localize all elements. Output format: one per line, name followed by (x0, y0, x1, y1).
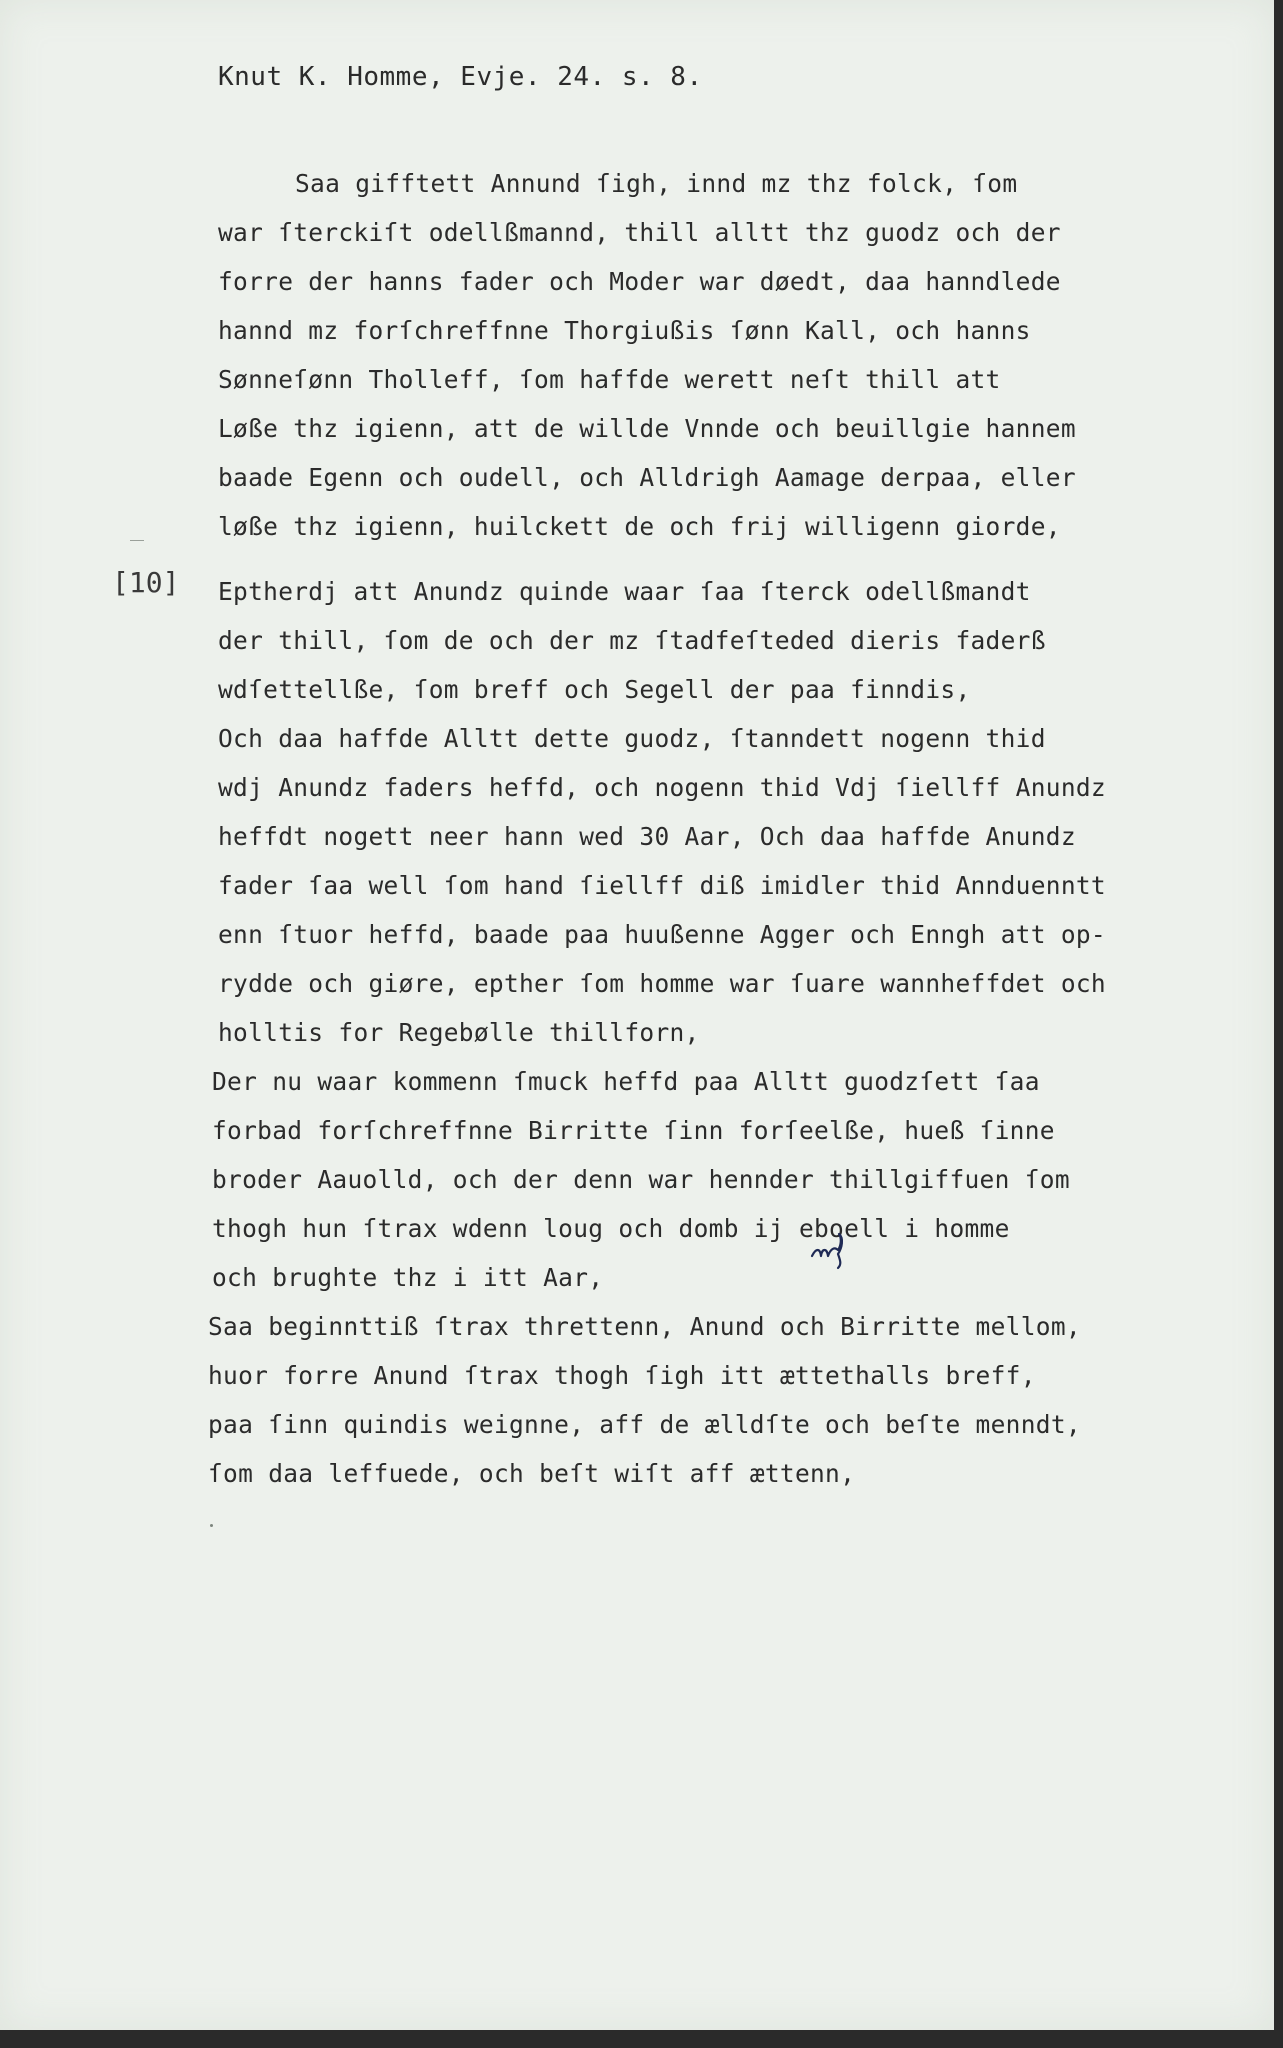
text-line: broder Aauolld, och der denn war hennder thillgiffuen ſom (212, 1165, 1070, 1194)
text-line: fader ſaa well ſom hand ſiellff diß imidler thid Annduenntt (218, 871, 1106, 900)
text-line: baade Egenn och oudell, och Alldrigh Aamage derpaa, eller (218, 463, 1076, 492)
text-line: wdj Anundz faders heffd, och nogenn thid Vdj ſiellff Anundz (218, 773, 1106, 802)
page-header: Knut K. Homme, Evje. 24. s. 8. (218, 62, 703, 92)
text-line: hannd mz forſchreffnne Thorgiußis ſønn Kall, och hanns (218, 316, 1031, 345)
text-line: huor forre Anund ſtrax thogh ſigh itt ættethalls breff, (208, 1361, 1036, 1390)
text-line: enn ſtuor heffd, baade paa huußenne Agger och Enngh att op- (218, 920, 1106, 949)
text-line: forre der hanns fader och Moder war døedt, daa hanndlede (218, 267, 1061, 296)
text-line: thogh hun ſtrax wdenn loug och domb ij eboell i homme (212, 1214, 1010, 1243)
text-line: Saa gifftett Annund ſigh, innd mz thz folck, ſom (295, 169, 1018, 198)
text-line: løße thz igienn, huilckett de och frij willigenn giorde, (218, 512, 1061, 541)
handwritten-mark-icon (808, 1226, 856, 1272)
text-line: och brughte thz i itt Aar, (212, 1263, 604, 1292)
text-line: Och daa haffde Alltt dette guodz, ſtanndett nogenn thid (218, 724, 1046, 753)
page-dot (210, 1524, 213, 1527)
text-line: Løße thz igienn, att de willde Vnnde och beuillgie hannem (218, 414, 1076, 443)
margin-note: [10] (112, 566, 180, 599)
text-line: der thill, ſom de och der mz ſtadfeſteded dieris faderß (218, 626, 1046, 655)
text-line: Sønneſønn Tholleff, ſom haffde werett neſt thill att (218, 365, 1001, 394)
text-line: forbad forſchreffnne Birritte ſinn forſeelße, hueß ſinne (212, 1116, 1055, 1145)
text-line: Saa beginnttiß ſtrax threttenn, Anund och Birritte mellom, (208, 1312, 1081, 1341)
text-line: rydde och giøre, epther ſom homme war ſuare wannheffdet och (218, 969, 1106, 998)
text-line: paa ſinn quindis weignne, aff de ælldſte och beſte menndt, (208, 1410, 1081, 1439)
text-line: ſom daa leffuede, och beſt wiſt aff ættenn, (208, 1459, 856, 1488)
text-line: holltis for Regebølle thillforn, (218, 1018, 700, 1047)
text-line: heffdt nogett neer hann wed 30 Aar, Och daa haffde Anundz (218, 822, 1076, 851)
text-line: Der nu waar kommenn ſmuck heffd paa Alltt guodzſett ſaa (212, 1067, 1040, 1096)
text-line: wdſettellße, ſom breff och Segell der paa finndis, (218, 675, 971, 704)
text-line: war ſterckiſt odellßmannd, thill alltt thz guodz och der (218, 218, 1061, 247)
text-line: Eptherdj att Anundz quinde waar ſaa ſterck odellßmandt (218, 577, 1031, 606)
